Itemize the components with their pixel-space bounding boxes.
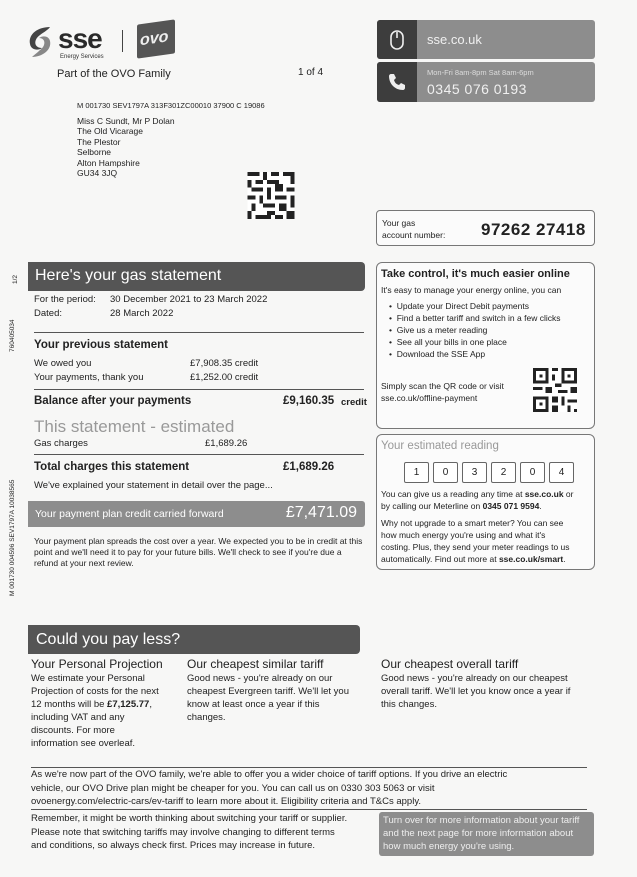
text-line: Remember, it might be worth thinking about switching your tariff or supplier. <box>31 813 348 824</box>
text-line: cheapest Evergreen tariff. We'll let you <box>187 686 349 697</box>
smart-line: costing. Plus, they send your meter readings to us <box>381 542 570 552</box>
balance-label: Balance after your payments <box>34 395 192 407</box>
smart-line <box>381 553 570 565</box>
bullet-text: Give us a meter reading <box>396 325 488 335</box>
list-item: • Update your Direct Debit payments <box>389 301 529 311</box>
text-line: Good news - you're already on our cheapest <box>381 673 568 684</box>
account-label-line: account number: <box>382 230 446 240</box>
sse-wordmark: sse <box>58 23 102 54</box>
period-value: 30 December 2021 to 23 March 2022 <box>110 294 268 305</box>
reading-website-link[interactable]: sse.co.uk <box>524 489 564 499</box>
side-code-2: M 001730 004596 SEV1797A 10038565 <box>9 479 16 596</box>
payments-label: Your payments, thank you <box>34 372 144 383</box>
dated-label: Dated: <box>34 308 62 319</box>
divider <box>34 389 364 390</box>
list-item: • See all your bills in one place <box>389 337 507 347</box>
text: by calling our Meterline on <box>381 501 483 511</box>
text-line: information see overleaf. <box>31 738 136 749</box>
phone-number[interactable]: 0345 076 0193 <box>427 81 527 97</box>
qr-code-icon[interactable] <box>533 368 577 412</box>
meter-digit: 0 <box>520 462 545 483</box>
list-item: • Give us a meter reading <box>389 325 488 335</box>
owed-label: We owed you <box>34 358 92 369</box>
address-line: The Plestor <box>77 136 121 147</box>
total-charges-label: Total charges this statement <box>34 461 190 473</box>
text-line: vehicle, our OVO Drive plan might be cheaper for you. You can call us on 0330 303 5063 or visit <box>31 782 435 794</box>
sse-logo <box>24 22 114 64</box>
address-line: Alton Hampshire <box>77 157 140 168</box>
bullet-text: Find a better tariff and switch in a few clicks <box>396 313 561 323</box>
give-reading-line <box>381 488 573 500</box>
address-line: The Old Vicarage <box>77 126 143 136</box>
overall-tariff-heading: Our cheapest overall tariff <box>381 657 519 671</box>
credit-carried-forward-bar <box>28 501 365 527</box>
account-number-box <box>376 210 595 246</box>
smart-meter-text <box>381 517 570 565</box>
text-line: Projection of costs for the next <box>31 686 159 697</box>
similar-tariff-heading: Our cheapest similar tariff <box>187 657 324 671</box>
mailing-reference: M 001730 SEV1797A 313F301ZC00010 37900 C 19086 <box>77 101 265 110</box>
address-line: GU34 3JQ <box>77 168 118 178</box>
text-line: discounts. For more <box>31 725 115 736</box>
ovo-family-tagline: Part of the OVO Family <box>57 68 171 80</box>
phone-box[interactable] <box>377 62 595 102</box>
payment-plan-note: Your payment plan spreads the cost over a year. We expected you to be in credit at this point and we'll need it to pay for your future bills. We'll check to see if you're due a refund at your next review. <box>34 536 363 568</box>
side-code-1: 760405034 <box>9 319 16 352</box>
opening-hours: Mon-Fri 8am-8pm Sat 8am-6pm <box>427 68 534 77</box>
divider <box>34 332 364 333</box>
text-line <box>31 698 181 711</box>
text: 12 months will be <box>31 699 108 710</box>
text: , <box>149 699 152 710</box>
gas-statement-banner <box>28 262 365 291</box>
take-control-heading: Take control, it's much easier online <box>381 268 570 280</box>
estimated-reading-panel <box>376 434 595 570</box>
text: . <box>563 554 566 564</box>
text-line: including VAT and any <box>31 712 125 723</box>
page-number: 1 of 4 <box>298 67 324 78</box>
side-page-marker: 1/2 <box>12 274 19 284</box>
text-line: We estimate your Personal <box>31 673 145 684</box>
logo-divider <box>122 30 123 52</box>
ovo-drive-text <box>31 768 507 809</box>
estimated-reading-heading: Your estimated reading <box>381 440 499 452</box>
divider <box>31 809 587 810</box>
gas-charges-value: £1,689.26 <box>205 438 248 449</box>
text-line: ovoenergy.com/electric-cars/ev-tariff to learn more about it. Eligibility criteria and T&Cs apply. <box>31 796 422 807</box>
text: You can give us a reading any time at <box>381 489 525 499</box>
smart-line: how much energy you're using and what it's <box>381 530 546 540</box>
meter-digit: 4 <box>549 462 574 483</box>
sse-swirl-icon <box>24 24 56 60</box>
total-charges-value: £1,689.26 <box>283 461 335 473</box>
could-you-pay-less-title: Could you pay less? <box>36 631 181 648</box>
text-line: and conditions, so always check first. Prices may increase in future. <box>31 840 316 851</box>
list-item: • Download the SSE App <box>389 349 486 359</box>
balance-value: £9,160.35 <box>283 395 335 407</box>
meter-reading-digits <box>404 462 574 483</box>
similar-tariff-text <box>187 672 349 724</box>
divider <box>34 454 364 455</box>
turn-over-note: Turn over for more information about your tariff and the next page for more information about how much energy you're using. <box>379 812 594 856</box>
explained-note: We've explained your statement in detail over the page... <box>34 480 273 491</box>
text-line: know at least once a year if this <box>187 699 320 710</box>
meter-digit: 0 <box>433 462 458 483</box>
text: . <box>539 501 542 511</box>
take-control-intro: It's easy to manage your energy online, you can <box>381 285 562 295</box>
address-line: Selborne <box>77 147 112 157</box>
gas-statement-title: Here's your gas statement <box>35 267 222 284</box>
balance-suffix: credit <box>341 397 367 408</box>
gas-charges-label: Gas charges <box>34 438 88 449</box>
text: or <box>563 489 574 499</box>
list-item: • Find a better tariff and switch in a few clicks <box>389 313 561 323</box>
smart-meter-link[interactable]: sse.co.uk/smart <box>498 554 564 564</box>
text: automatically. Find out more at <box>381 554 499 564</box>
meterline-number[interactable]: 0345 071 9594 <box>482 501 540 511</box>
previous-statement-heading: Your previous statement <box>34 339 168 351</box>
owed-value: £7,908.35 credit <box>190 358 259 369</box>
estimated-heading: This statement - estimated <box>34 417 235 436</box>
projection-amount: £7,125.77 <box>107 699 150 710</box>
payments-value: £1,252.00 credit <box>190 372 259 383</box>
mailing-barcode-icon <box>247 172 295 219</box>
projection-heading: Your Personal Projection <box>31 657 163 671</box>
energy-services-text: Energy Services <box>60 54 104 60</box>
credit-value: £7,471.09 <box>285 504 357 521</box>
offline-payment-link[interactable]: sse.co.uk/offline-payment <box>381 393 478 403</box>
meter-digit: 2 <box>491 462 516 483</box>
meter-digit: 1 <box>404 462 429 483</box>
smart-line: Why not upgrade to a smart meter? You can see <box>381 518 564 528</box>
customer-address <box>77 101 265 179</box>
phone-icon <box>377 62 417 102</box>
account-label-line: Your gas <box>382 218 416 228</box>
website-link[interactable]: sse.co.uk <box>427 32 482 47</box>
bullet-text: Download the SSE App <box>396 349 486 359</box>
website-box[interactable] <box>377 20 595 59</box>
period-label: For the period: <box>34 294 96 305</box>
text-line: this changes. <box>381 699 437 710</box>
bullet-text: See all your bills in one place <box>396 337 507 347</box>
scan-text: Simply scan the QR code or visit <box>381 381 504 391</box>
dated-value: 28 March 2022 <box>110 308 174 319</box>
account-number-label <box>382 217 445 241</box>
switching-text <box>31 812 347 853</box>
ovo-logo <box>137 19 175 58</box>
overall-tariff-text <box>381 672 570 711</box>
text-line: changes. <box>187 712 226 723</box>
text-line: overall tariff. We'll let you know once a year if <box>381 686 571 697</box>
account-number: 97262 27418 <box>481 220 586 239</box>
projection-text <box>31 672 181 750</box>
give-reading-text <box>381 488 573 512</box>
text-line: Good news - you're already on our <box>187 673 333 684</box>
text-line: Please note that switching tariffs may involve changing to different terms <box>31 826 335 838</box>
credit-label: Your payment plan credit carried forward <box>35 508 224 520</box>
ovo-logo-text: ovo <box>140 28 169 50</box>
bullet-text: Update your Direct Debit payments <box>396 301 529 311</box>
text-line: As we're now part of the OVO family, we're able to offer you a wider choice of tariff options. If you drive an electric <box>31 769 508 780</box>
give-reading-line <box>381 500 573 512</box>
address-line: Miss C Sundt, Mr P Dolan <box>77 115 175 126</box>
meter-digit: 3 <box>462 462 487 483</box>
could-you-pay-less-banner <box>28 625 360 654</box>
mouse-icon <box>377 20 417 59</box>
